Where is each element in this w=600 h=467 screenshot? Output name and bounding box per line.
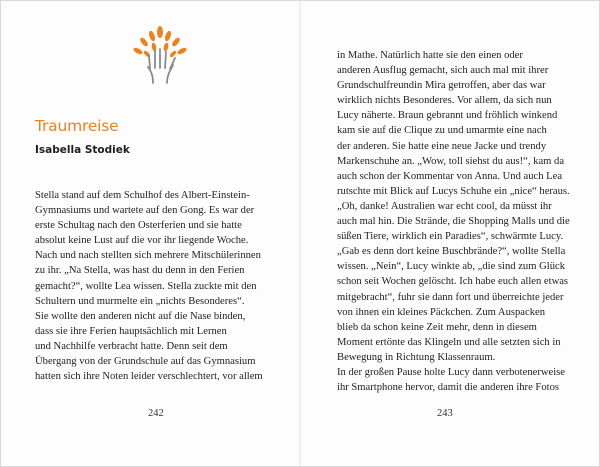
text-line: mitgebracht“, fuhr sie dann fort und überreichte jeder <box>337 291 564 303</box>
text-line: süßen Tiere, wirklich ein Paradies“, schwärmte Lucy. <box>337 231 564 243</box>
text-line: Lucy näherte. Braun gebrannt und fröhlich winkend <box>337 110 558 122</box>
text-line: und Nachhilfe verbracht hatte. Denn seit dem <box>35 340 228 352</box>
text-line: der anderen. Sie hatte eine neue Jacke und trendy <box>337 140 547 152</box>
right-page <box>301 1 599 466</box>
text-line: auch schon der Kommentar von Anna. Und auch Lea <box>337 170 563 182</box>
text-line: Moment ertönte das Klingeln und alle setzten sich in <box>337 336 561 348</box>
story-title: Traumreise <box>35 117 119 135</box>
text-line: blieb da schon keine Zeit mehr, denn in diesem <box>337 321 537 333</box>
page-number-left: 242 <box>148 408 164 419</box>
text-line: Übergang von der Grundschule auf das Gymnasium <box>35 356 256 368</box>
text-line: gemacht?“, wollte Lea wissen. Stella zuckte mit den <box>35 280 257 292</box>
text-line: Bewegung in Richtung Klassenraum. <box>337 351 496 363</box>
text-line: Stella stand auf dem Schulhof des Albert-Einstein- <box>35 190 250 201</box>
left-body-text <box>35 188 263 384</box>
left-page <box>1 1 299 466</box>
text-line: auch mal hin. Die Strände, die Shopping Malls und die <box>337 216 570 228</box>
text-line: in Mathe. Natürlich hatte sie den einen oder <box>337 50 523 61</box>
text-line: dass sie ihre Ferien hauptsächlich mit Lernen <box>35 325 227 337</box>
text-line: rutschte mit Blick auf Lucys Schuhe ein „nice“ heraus. <box>337 185 570 197</box>
text-line: Nach und nach stellten sich mehrere Mitschülerinnen <box>35 250 261 262</box>
text-line: Gymnasiums und wartete auf den Gong. Es war der <box>35 205 255 217</box>
text-line: zu ihr. „Na Stella, was hast du denn in den Ferien <box>35 265 245 277</box>
text-line: anderen Ausflug gemacht, sich auch mal mit ihrer <box>337 65 549 77</box>
text-line: „Oh, danke! Australien war echt cool, da müsst ihr <box>337 200 552 212</box>
text-line: In der großen Pause holte Lucy dann verbotenerweise <box>337 366 565 378</box>
text-line: Sie wollte den anderen nicht auf die Nase binden, <box>35 310 246 322</box>
text-line: von ihnen ein kleines Päckchen. Zum Auspacken <box>337 306 545 318</box>
right-body-text <box>337 48 570 395</box>
story-author: Isabella Stodiek <box>35 144 130 156</box>
text-line: erste Schultag nach den Osterferien und sie hatte <box>35 220 242 232</box>
text-line: Grundschulfreundin Mira getroffen, aber das war <box>337 80 546 92</box>
text-line: wissen. „Nein“, Lucy winkte ab, „die sind zum Glück <box>337 261 565 273</box>
text-line: schon seit Wochen gelöscht. Ich habe euch allen etwas <box>337 276 569 288</box>
page-number-right: 243 <box>437 408 453 419</box>
text-line: absolut keine Lust auf die vor ihr liegende Woche. <box>35 235 249 247</box>
text-line: Markenschuhe an. „Wow, toll siehst du aus!“, kam da <box>337 155 565 167</box>
text-line: Schultern und murmelte ein „nichts Besonderes“. <box>35 295 245 307</box>
text-line: kam sie auf die Clique zu und umarmte eine nach <box>337 125 547 137</box>
text-line: hatten sich ihre Noten leider verschlechtert, vor allem <box>35 371 263 383</box>
hand-tree-logo-icon <box>129 25 191 87</box>
text-line: „Gab es denn dort keine Buschbrände?“, wollte Stella <box>337 246 566 258</box>
text-line: wirklich nichts Besonderes. Vor allem, da sich nun <box>337 95 552 107</box>
text-line: ihr Smartphone hervor, damit die anderen ihre Fotos <box>337 382 559 394</box>
